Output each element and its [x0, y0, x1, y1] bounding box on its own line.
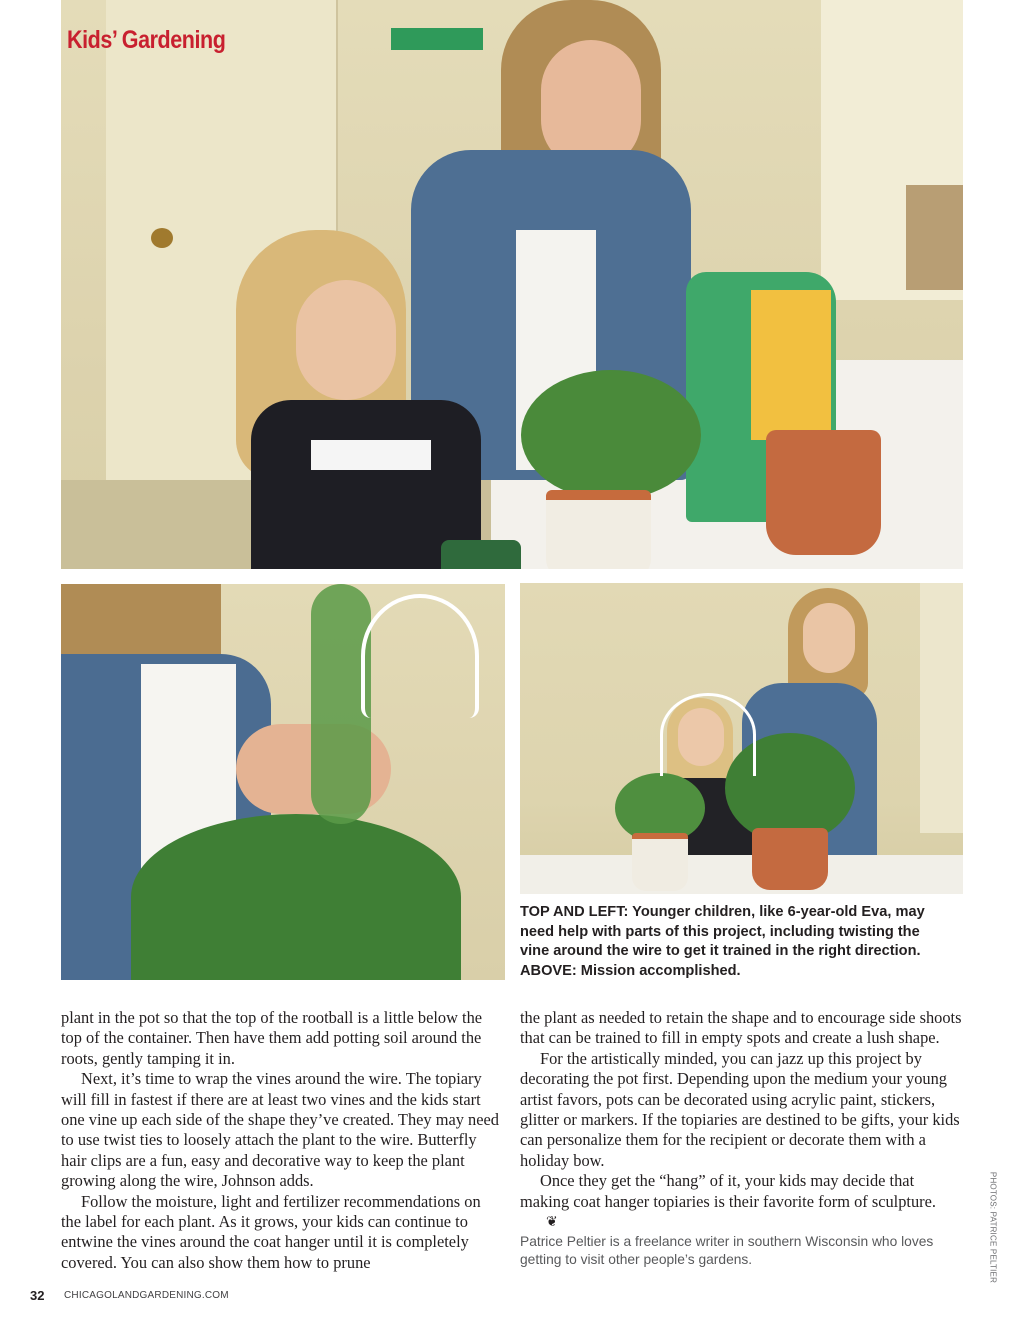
article-left-column: [61, 1008, 503, 1273]
potting-soil-bag-label: [751, 290, 831, 440]
caption-line: vine around the wire to get it trained in the right direction.: [520, 943, 921, 960]
page-number: 32: [30, 1288, 45, 1303]
younger-girl-stripe: [311, 440, 431, 470]
older-girl-face: [803, 603, 855, 673]
younger-girl-face: [296, 280, 396, 400]
decorated-pot: [546, 490, 651, 569]
section-label: Kids’ Gardening: [67, 26, 226, 54]
left-photo: [61, 584, 505, 980]
wire-hanger: [660, 693, 756, 776]
article-paragraph-text: Once they get the “hang” of it, your kids may decide that making coat hanger topiaries is their favorite form of sculpture.: [520, 1171, 937, 1211]
article-paragraph-final: [520, 1171, 966, 1233]
ivy-plant: [521, 370, 701, 500]
green-bowl: [441, 540, 521, 569]
wall-trim: [920, 583, 963, 833]
clay-pot: [752, 828, 828, 890]
table: [520, 855, 963, 894]
photo-credit: PHOTOS: PATRICE PELTIER: [988, 1171, 998, 1284]
ivy-plant: [131, 814, 461, 980]
article-paragraph: plant in the pot so that the top of the rootball is a little below the top of the container. Then have them add potting soil around the roots, gently tamping it in.: [61, 1008, 483, 1068]
wire-hanger: [361, 594, 479, 718]
caption-line: TOP AND LEFT: Younger children, like 6-year-old Eva, may: [520, 904, 925, 920]
decorated-pot: [632, 833, 688, 891]
article-paragraph: For the artistically minded, you can jazz up this project by decorating the pot first. Depending upon the medium your young artist favors, pots can be decorated using acrylic paint, stickers, glitter or markers. If the topiaries are destined to be gifts, your kids can personalize them for the recipient or decorate them with a holiday bow.: [520, 1048, 960, 1170]
article-paragraph: Next, it’s time to wrap the vines around the wire. The topiary will fill in fastest if there are at least two vines and the kids start one vine up each side of the shape they’ve created. They may need to use twist ties to loosely attach the plant to the wire. Butterfly hair clips are a fun, easy and decorative way to keep the plant growing along the wire, Johnson adds.: [61, 1069, 499, 1191]
article-right-column: [520, 1008, 966, 1268]
wall-hook-rack: [391, 28, 483, 50]
right-photo: [520, 583, 963, 894]
caption-line: need help with parts of this project, including twisting the: [520, 923, 920, 940]
cardboard-boxes: [906, 185, 963, 290]
leaf-icon: ❦: [546, 1215, 558, 1231]
footer-site: CHICAGOLANDGARDENING.COM: [64, 1290, 229, 1301]
caption-line: ABOVE: Mission accomplished.: [520, 962, 741, 979]
author-bio: Patrice Peltier is a freelance writer in southern Wisconsin who loves getting to visit other people’s gardens.: [520, 1234, 934, 1267]
clay-pot: [766, 430, 881, 555]
photo-caption: [520, 903, 966, 981]
door-knob: [151, 228, 173, 248]
article-paragraph: Follow the moisture, light and fertilizer recommendations on the label for each plant. As it grows, your kids can continue to entwine the vines around the coat hanger until it is completely covered. You can also show them how to prune: [61, 1191, 481, 1272]
top-photo: [61, 0, 963, 569]
article-paragraph: the plant as needed to retain the shape and to encourage side shoots that can be trained to fill in empty spots and create a lush shape.: [520, 1008, 962, 1048]
